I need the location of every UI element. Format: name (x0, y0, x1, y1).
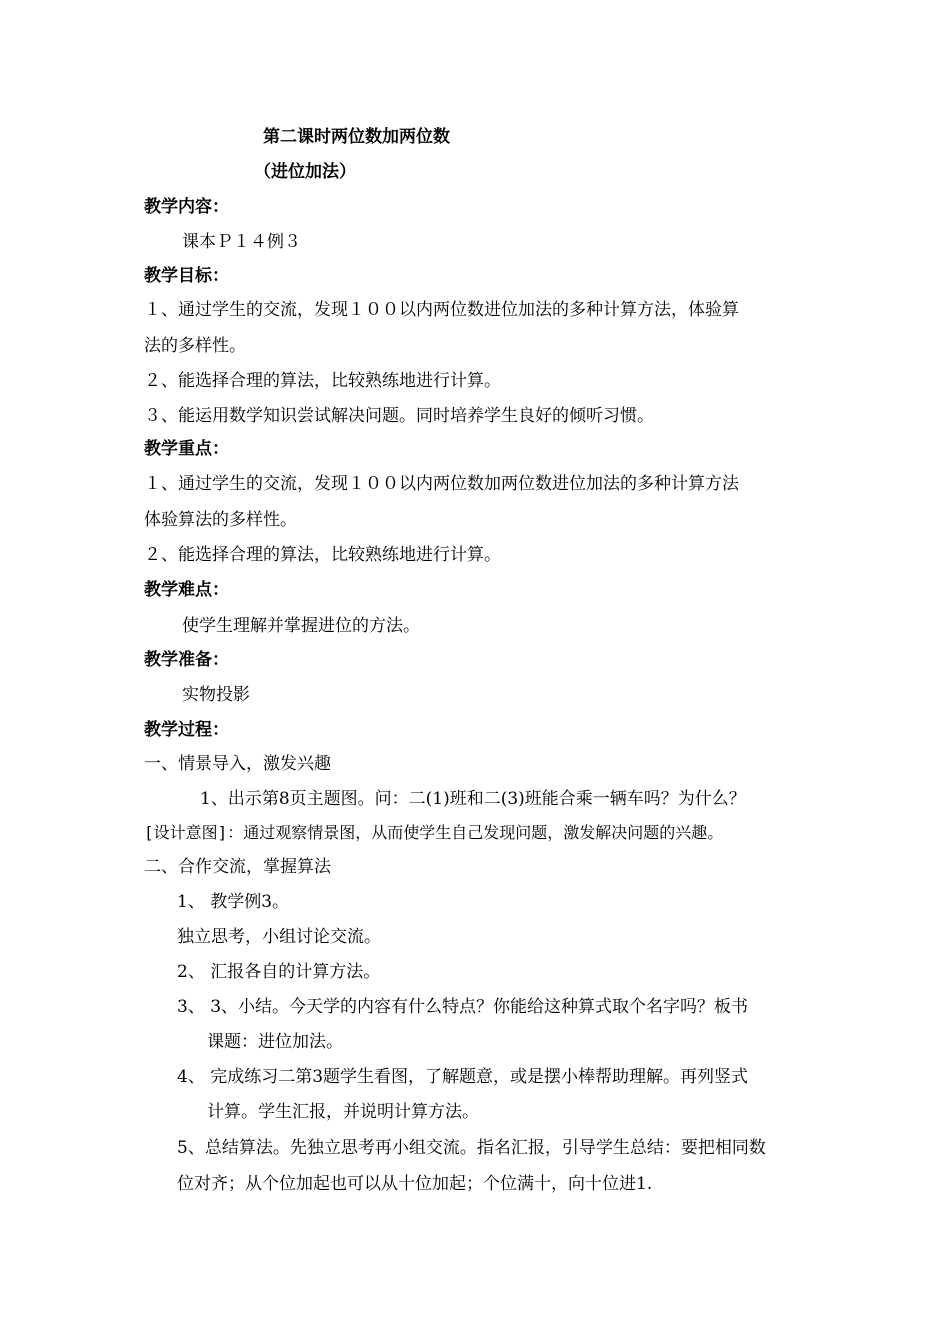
goal-item: １、通过学生的交流，发现１００以内两位数进位加法的多种计算方法，体验算 (144, 300, 739, 320)
process-line: 4、 完成练习二第3题学生看图，了解题意，或是摆小棒帮助理解。再列竖式 (177, 1067, 749, 1087)
keypoint-item: １、通过学生的交流，发现１００以内两位数加两位数进位加法的多种计算方法 (144, 474, 739, 494)
goal-item: ３、能运用数学知识尝试解决问题。同时培养学生良好的倾听习惯。 (144, 406, 654, 426)
process-line: 1、出示第8页主题图。问：二(1)班和二(3)班能合乘一辆车吗？为什么？ (200, 789, 746, 809)
process-line: 5、总结算法。先独立思考再小组交流。指名汇报，引导学生总结：要把相同数 (177, 1138, 766, 1158)
process-line: 3、 3、小结。今天学的内容有什么特点？你能给这种算式取个名字吗？板书 (177, 997, 749, 1017)
difficulty-text: 使学生理解并掌握进位的方法。 (182, 616, 420, 636)
keypoint-item: ２、能选择合理的算法，比较熟练地进行计算。 (144, 545, 501, 565)
goal-item: ２、能选择合理的算法，比较熟练地进行计算。 (144, 371, 501, 391)
keypoints-heading: 教学重点： (144, 439, 229, 459)
process-heading: 教学过程： (144, 720, 229, 740)
process-line: 计算。学生汇报，并说明计算方法。 (207, 1102, 479, 1122)
process-line: 1、 教学例3。 (177, 892, 290, 912)
goals-heading: 教学目标： (144, 266, 229, 286)
keypoint-item: 体验算法的多样性。 (144, 510, 297, 530)
process-line: 独立思考，小组讨论交流。 (177, 927, 381, 947)
prep-heading: 教学准备： (144, 650, 229, 670)
lesson-title: 第二课时两位数加两位数 (263, 127, 450, 147)
process-line: 位对齐；从个位加起也可以从十位加起；个位满十，向十位进1. (177, 1174, 653, 1194)
process-line: 一、情景导入，激发兴趣 (144, 754, 331, 774)
lesson-subtitle: （进位加法） (254, 162, 356, 182)
process-line: 二、合作交流，掌握算法 (144, 857, 331, 877)
design-intent-line: [设计意图]：通过观察情景图，从而使学生自己发现问题，激发解决问题的兴趣。 (144, 823, 724, 842)
process-line: 2、 汇报各自的计算方法。 (177, 962, 381, 982)
prep-text: 实物投影 (182, 685, 250, 705)
difficulty-heading: 教学难点： (144, 580, 229, 600)
content-text: 课本Ｐ１４例３ (182, 232, 301, 252)
process-line: 课题：进位加法。 (207, 1032, 343, 1052)
goal-item: 法的多样性。 (144, 336, 246, 356)
content-heading: 教学内容： (144, 197, 229, 217)
